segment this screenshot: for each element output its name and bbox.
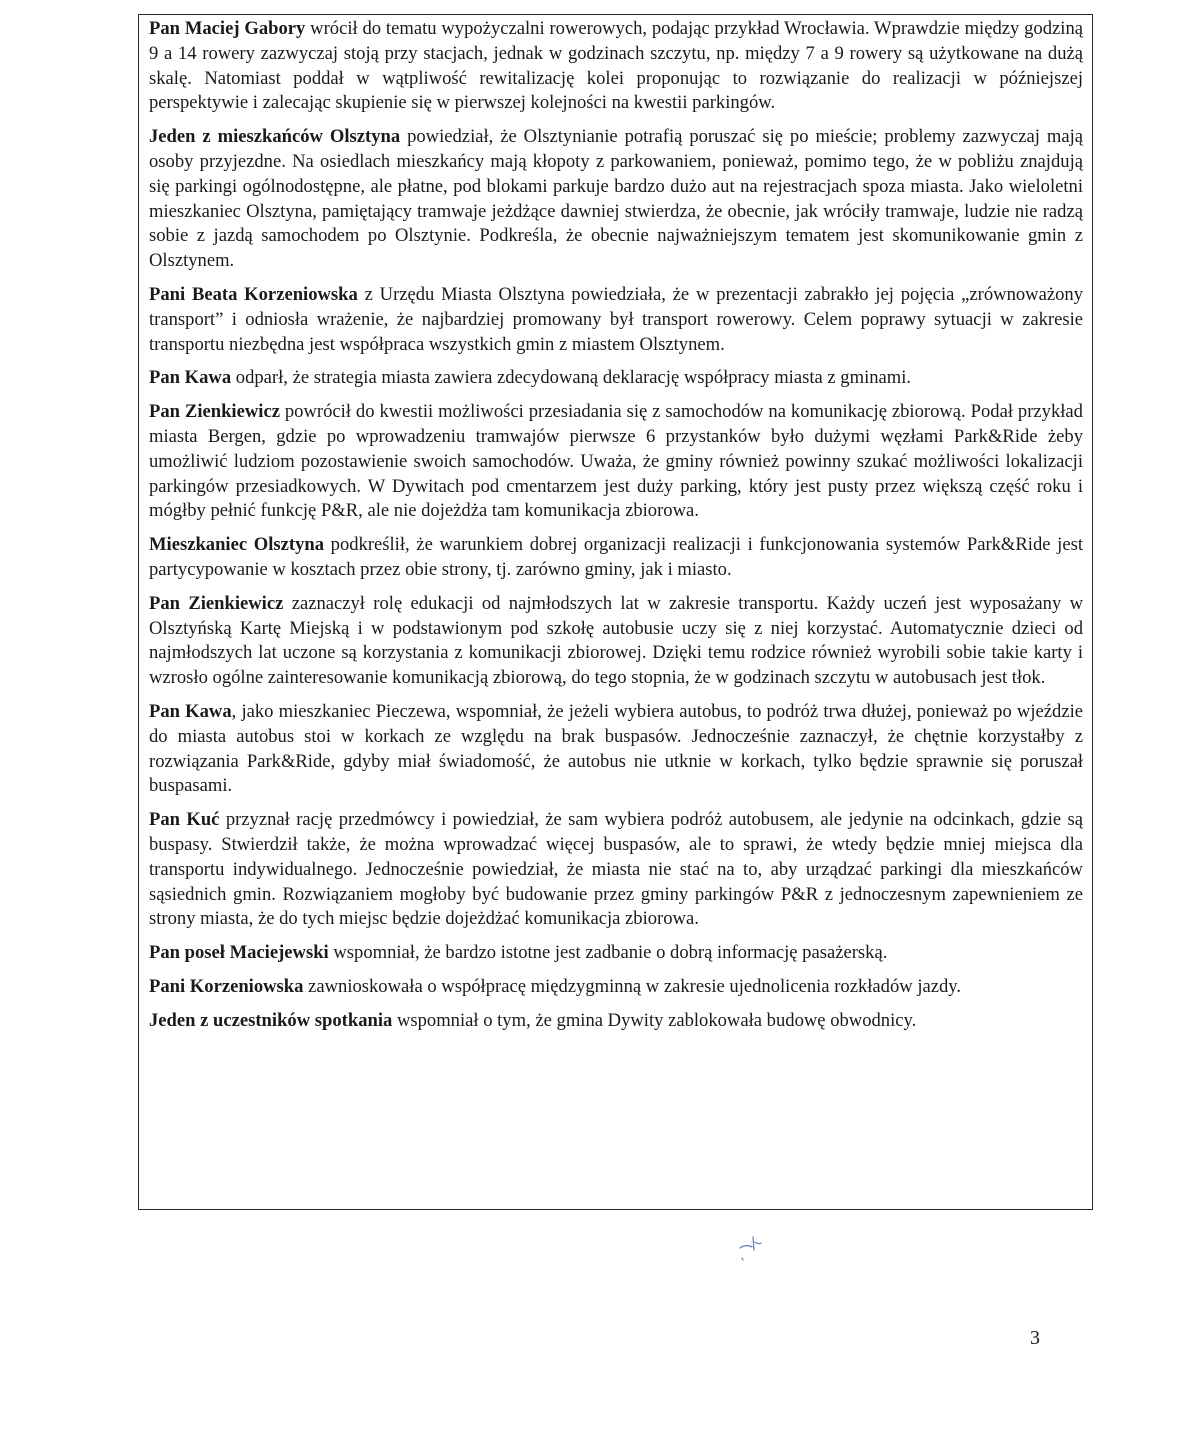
speaker-name: Pan Kawa [149,367,232,389]
statement-paragraph [149,17,1083,116]
statement-text: powiedział, że Olsztynianie potrafią poruszać się po mieście; problemy zazwyczaj mają osoby przyjezdne. Na osiedlach mieszkańcy mają kłopoty z parkowaniem, ponieważ, pomimo tego, że w pobliżu znajdują się parkingi ogólnodostępne, ale płatne, pod blokami parkuje bardzo dużo aut na rejestracjach spoza miasta. Jako wieloletni mieszkaniec Olsztyna, pamiętający tramwaje jeżdżące dawniej stwierdza, że obecnie, jak wróciły tramwaje, ludzie nie radzą sobie z jazdą samochodem po Olsztynie. Podkreśla, że obecnie najważniejszym tematem jest skomunikowanie gmin z Olsztynem. [149,126,1083,272]
statement-paragraph [149,366,1083,391]
speaker-name: Pani Beata Korzeniowska [149,283,358,305]
statement-text: odparł, że strategia miasta zawiera zdecydowaną deklarację współpracy miasta z gminami. [231,367,912,389]
statement-paragraph [149,592,1083,691]
statement-text: podkreślił, że warunkiem dobrej organizacji realizacji i funkcjonowania systemów Park&Ride jest partycypowanie w kosztach przez obie strony, tj. zarówno gminy, jak i miasto. [149,534,1083,580]
statement-text: przyznał rację przedmówcy i powiedział, że sam wybiera podróż autobusem, ale jedynie na odcinkach, gdzie są buspasy. Stwierdził także, że można wprowadzać więcej buspasów, ale to sprawi, że wtedy będzie mniej miejsca dla transportu indywidualnego. Jednocześnie powiedział, że miasta nie stać na to, aby urządzać parkingi dla mieszkańców sąsiednich gmin. Rozwiązaniem mogłoby być budowanie przez gminy parkingów P&R z jednoczesnym zapewnieniem ze strony miasta, że do tych miejsc będzie dojeżdżać komunikacja zbiorowa. [149,809,1083,930]
speaker-name: Pan Kawa [149,700,232,722]
speaker-name: Pan Kuć [149,809,220,831]
statement-text: wrócił do tematu wypożyczalni rowerowych, podając przykład Wrocławia. Wprawdzie między godziną 9 a 14 rowery zazwyczaj stoją przy stacjach, jednak w godzinach szczytu, np. między 7 a 9 rowery są użytkowane na dużą skalę. Natomiast poddał w wątpliwość rewitalizację kolei proponując to rozwiązanie do realizacji w późniejszej perspektywie i zalecając skupienie się w pierwszej kolejności na kwestii parkingów. [149,18,1083,114]
statement-text: wspomniał o tym, że gmina Dywity zablokowała budowę obwodnicy. [392,1009,917,1031]
statement-paragraph [149,125,1083,274]
statement-paragraph [149,808,1083,932]
statement-paragraph [149,700,1083,799]
speaker-name: Pan Zienkiewicz [149,401,280,423]
minutes-text-frame [138,14,1093,1210]
statement-paragraph [149,533,1083,583]
initials-stroke [740,1237,761,1260]
speaker-name: Pani Korzeniowska [149,975,304,997]
handwritten-initials-mark [734,1232,764,1262]
statement-text: powrócił do kwestii możliwości przesiadania się z samochodów na komunikację zbiorową. Podał przykład miasta Bergen, gdzie po wprowadzeniu tramwajów pierwsze 6 przystanków było dużymi węzłami Park&Ride żeby umożliwić ludziom pozostawienie swoich samochodów. Uważa, że gminy również powinny szukać możliwości lokalizacji parkingów przesiadkowych. W Dywitach pod cmentarzem jest duży parking, który jest pusty przez większą część roku i mógłby pełnić funkcję P&R, ale nie dojeżdża tam komunikacja zbiorowa. [149,401,1083,522]
speaker-name: Pan Zienkiewicz [149,592,284,614]
statement-paragraph [149,283,1083,357]
statement-text: z Urzędu Miasta Olsztyna powiedziała, że w prezentacji zabrakło jej pojęcia „zrównoważony transport” i odniosła wrażenie, że najbardziej promowany był transport rowerowy. Celem poprawy sytuacji w zakresie transportu niezbędna jest współpraca wszystkich gmin z miastem Olsztynem. [149,283,1083,355]
speaker-name: Jeden z uczestników spotkania [149,1009,393,1031]
speaker-name: Pan poseł Maciejewski [149,942,329,964]
speaker-name: Pan Maciej Gabory [149,18,306,39]
statement-text: zawnioskowała o współpracę międzygminną w zakresie ujednolicenia rozkładów jazdy. [303,975,962,997]
statement-paragraph [149,975,1083,1000]
speaker-name: Jeden z mieszkańców Olsztyna [149,126,401,148]
statement-text: wspomniał, że bardzo istotne jest zadbanie o dobrą informację pasażerską. [328,942,888,964]
statement-paragraph [149,400,1083,524]
page-number: 3 [1030,1327,1040,1349]
statement-text: zaznaczył rolę edukacji od najmłodszych lat w zakresie transportu. Każdy uczeń jest wyposażany w Olsztyńską Kartę Miejską i w podstawionym pod szkołę autobusie uczy się z niej korzystać. Automatycznie dzieci od najmłodszych lat uczone są korzystania z komunikacji zbiorowej. Dzięki temu rodzice również wyrobili sobie takie karty i wzrosło ogólne zainteresowanie komunikacją zbiorową, do tego stopnia, że w godzinach szczytu w autobusach jest tłok. [149,592,1083,689]
statement-text: , jako mieszkaniec Pieczewa, wspomniał, że jeżeli wybiera autobus, to podróż trwa dłużej, ponieważ po wjeździe do miasta autobus stoi w korkach ze względu na brak buspasów. Jednocześnie zaznaczył, że chętnie korzystałby z rozwiązania Park&Ride, gdyby miał świadomość, że autobus nie utknie w korkach, tylko będzie sprawnie się poruszał buspasami. [149,700,1083,797]
speaker-name: Mieszkaniec Olsztyna [149,534,324,556]
statement-paragraph [149,941,1083,966]
statement-paragraph [149,1009,1083,1034]
